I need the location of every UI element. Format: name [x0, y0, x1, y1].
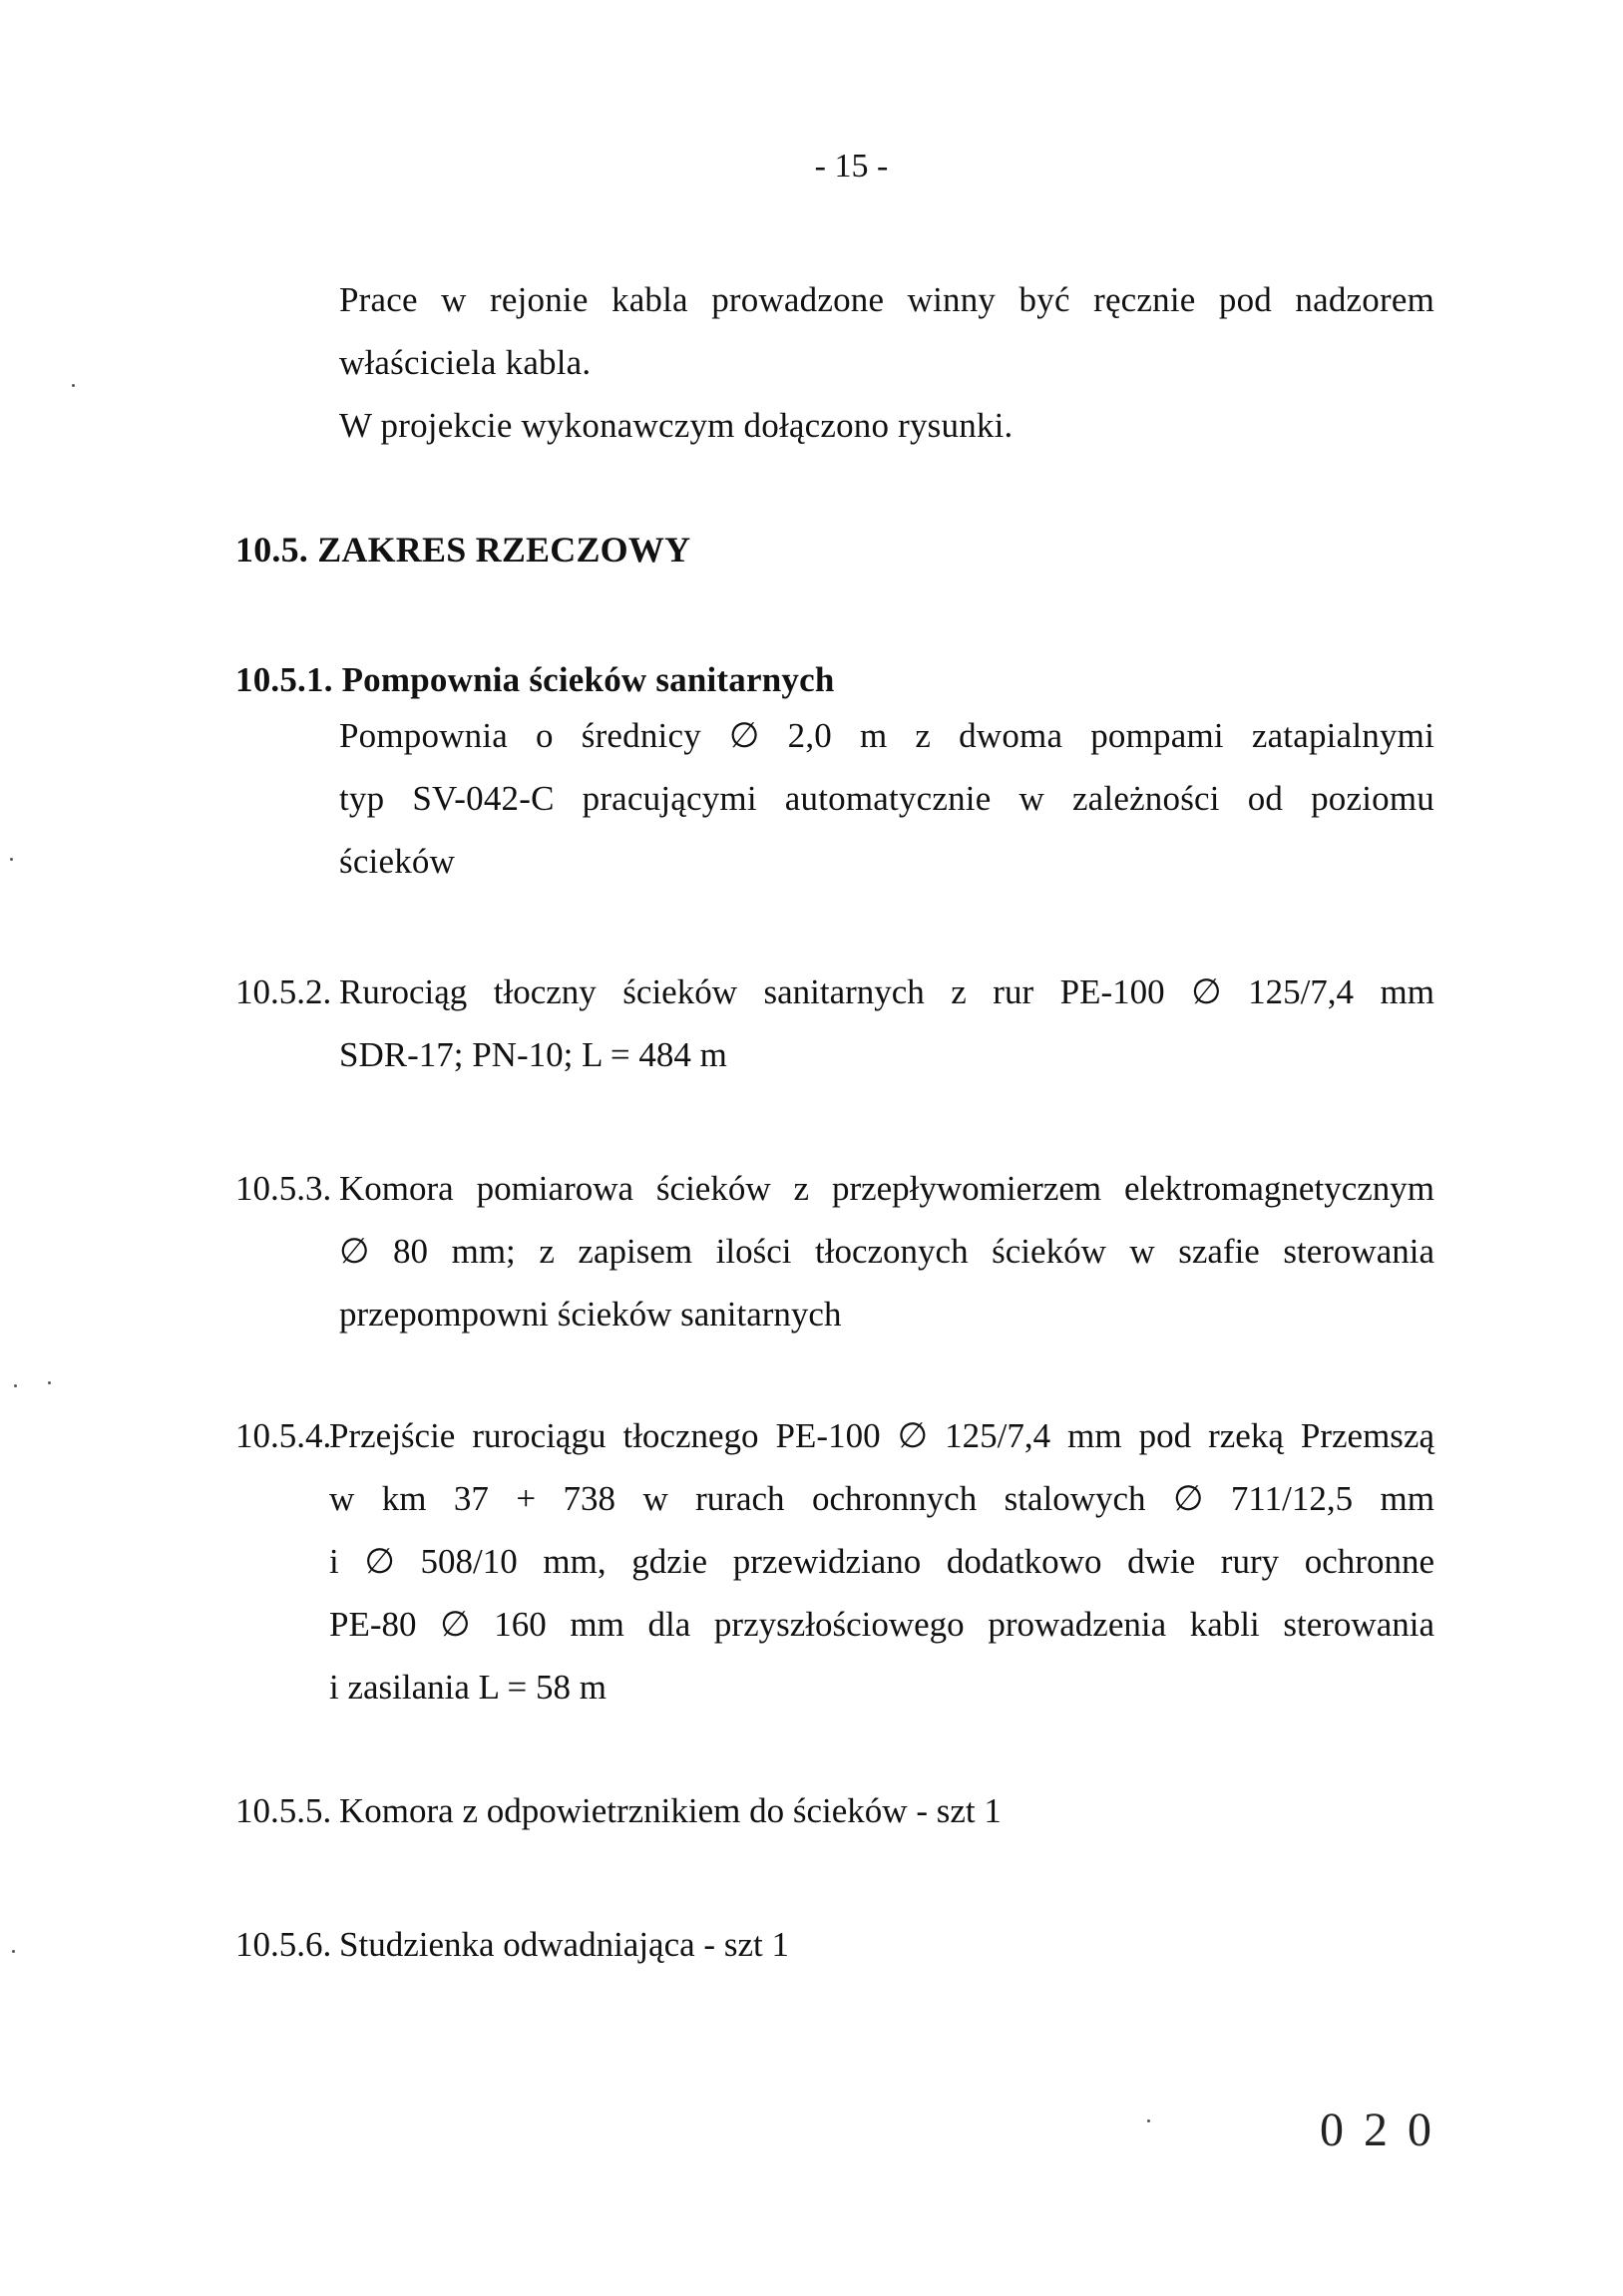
- item-line: przepompowni ścieków sanitarnych: [339, 1295, 842, 1334]
- item-text: [339, 1779, 1434, 1842]
- item-number: 10.5.3.: [235, 1169, 332, 1208]
- intro-line-2: właściciela kabla.: [339, 343, 592, 382]
- scan-speck: [10, 858, 13, 861]
- item-line: i ∅ 508/10 mm, gdzie przewidziano dodatkowo dwie rury ochronne: [329, 1542, 1434, 1581]
- item-number: 10.5.2.: [235, 972, 332, 1011]
- scan-speck: [48, 1381, 51, 1384]
- item-line: Przejście rurociągu tłocznego PE-100 ∅ 125/7,4 mm pod rzeką Przemszą: [329, 1416, 1434, 1455]
- page-number: - 15 -: [814, 148, 889, 185]
- subsection-title: 10.5.1. Pompownia ścieków sanitarnych: [235, 660, 835, 699]
- scan-speck: [72, 384, 75, 387]
- item-line: w km 37 + 738 w rurach ochronnych stalowych ∅ 711/12,5 mm: [329, 1479, 1434, 1518]
- item-text: [339, 1913, 1434, 1976]
- item-line: Komora pomiarowa ścieków z przepływomierzem elektromagnetycznym: [339, 1169, 1434, 1208]
- intro-line-1: Prace w rejonie kabla prowadzone winny być ręcznie pod nadzorem: [339, 280, 1434, 319]
- subsection-line-3: ścieków: [339, 842, 456, 881]
- item-line: Studzienka odwadniająca - szt 1: [339, 1925, 789, 1964]
- subsection-line-2: typ SV-042-C pracującymi automatycznie w zależności od poziomu: [339, 779, 1434, 818]
- item-number: 10.5.5.: [235, 1791, 332, 1830]
- section-title: 10.5. ZAKRES RZECZOWY: [235, 530, 691, 570]
- stamp-number: 0 2 0: [1320, 2104, 1435, 2156]
- scan-speck: [12, 1950, 15, 1953]
- item-line: i zasilania L = 58 m: [329, 1668, 607, 1707]
- item-line: PE-80 ∅ 160 mm dla przyszłościowego prowadzenia kabli sterowania: [329, 1605, 1434, 1644]
- item-line: Komora z odpowietrznikiem do ścieków - szt 1: [339, 1791, 1002, 1830]
- item-text: [339, 960, 1434, 1086]
- item-text: [329, 1404, 1434, 1719]
- scan-speck: [1147, 2119, 1150, 2122]
- item-line: SDR-17; PN-10; L = 484 m: [339, 1035, 727, 1074]
- item-number: 10.5.6.: [235, 1925, 332, 1964]
- item-text: [339, 1157, 1434, 1345]
- scan-speck: [14, 1384, 17, 1387]
- item-number: 10.5.4.: [235, 1416, 332, 1455]
- item-line: Rurociąg tłoczny ścieków sanitarnych z rur PE-100 ∅ 125/7,4 mm: [339, 972, 1434, 1011]
- intro-paragraph: [339, 268, 1434, 457]
- intro-line-3: W projekcie wykonawczym dołączono rysunki.: [339, 406, 1014, 445]
- subsection-paragraph: [339, 704, 1434, 893]
- subsection-line-1: Pompownia o średnicy ∅ 2,0 m z dwoma pompami zatapialnymi: [339, 716, 1434, 755]
- item-line: ∅ 80 mm; z zapisem ilości tłoczonych ścieków w szafie sterowania: [339, 1232, 1434, 1271]
